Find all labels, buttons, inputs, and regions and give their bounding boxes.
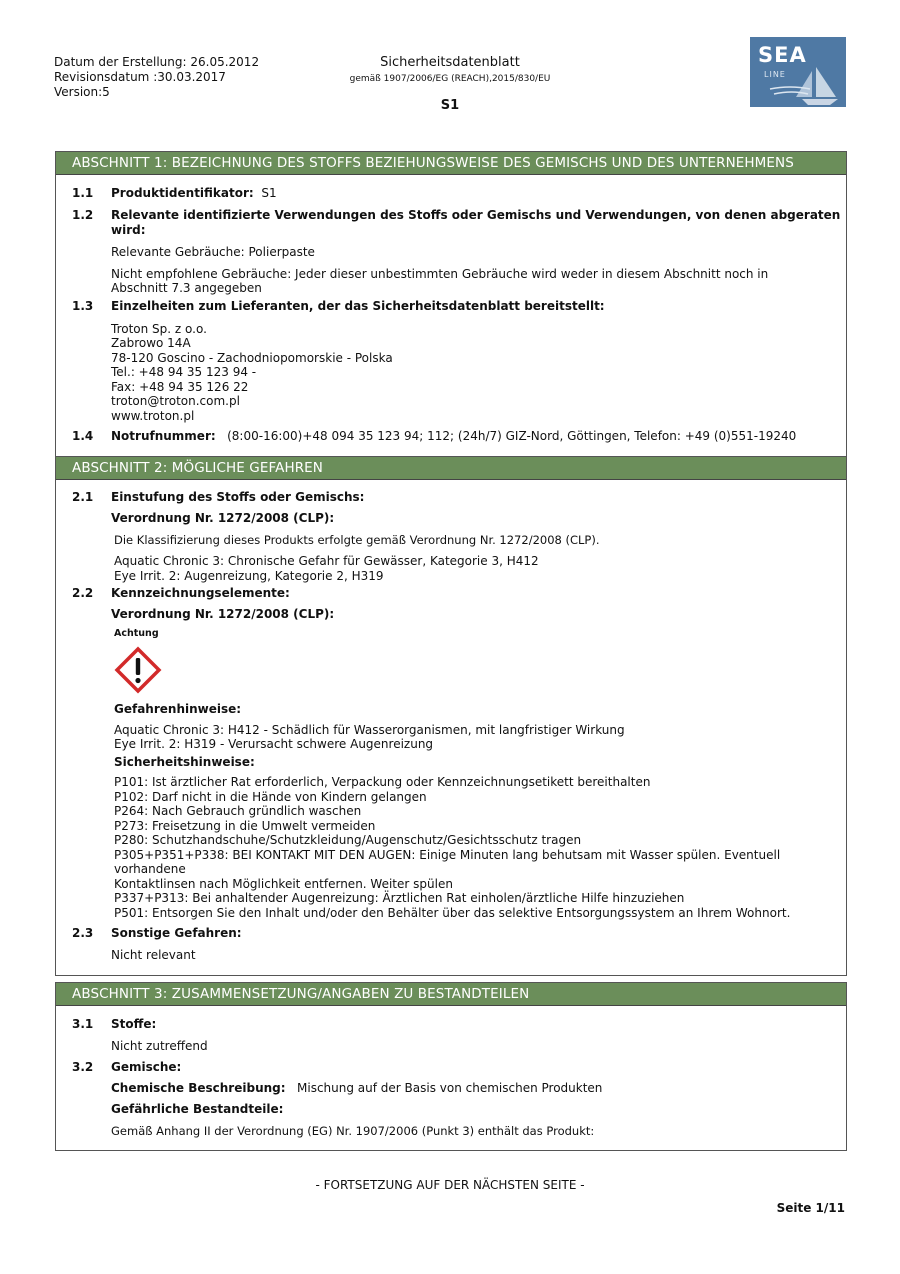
supplier-line: 78-120 Goscino - Zachodniopomorskie - Polska xyxy=(111,350,393,365)
item-number: 1.1 xyxy=(72,186,94,200)
signal-word: Achtung xyxy=(114,627,159,639)
supplier-line: Zabrowo 14A xyxy=(111,336,191,350)
item-label: Stoffe: xyxy=(111,1017,157,1031)
regulation-label: Verordnung Nr. 1272/2008 (CLP): xyxy=(111,511,335,525)
item-label: Relevante identifizierte Verwendungen des Stoffs oder Gemischs und Verwendungen, von denen abgeraten wird: xyxy=(111,208,841,237)
classification-text: Die Klassifizierung dieses Produkts erfolgte gemäß Verordnung Nr. 1272/2008 (CLP). xyxy=(114,532,600,547)
chemical-description-value: Mischung auf der Basis von chemischen Produkten xyxy=(297,1080,603,1095)
company-logo xyxy=(750,37,846,107)
precautionary-statement: P102: Darf nicht in die Hände von Kindern gelangen xyxy=(114,789,427,804)
item-1-3 xyxy=(56,299,846,314)
other-hazards-value: Nicht relevant xyxy=(111,948,196,962)
item-number: 3.2 xyxy=(72,1059,94,1074)
classification-item: Eye Irrit. 2: Augenreizung, Kategorie 2, H319 xyxy=(114,568,384,583)
precautionary-statement: P305+P351+P338: BEI KONTAKT MIT DEN AUGEN: Einige Minuten lang behutsam mit Wasser spülen. Eventuell vorhandene xyxy=(114,847,781,876)
section-2 xyxy=(55,456,847,976)
precautionary-statement: P337+P313: Bei anhaltender Augenreizung: Ärztlichen Rat einholen/ärztliche Hilfe hinzuziehen xyxy=(114,891,685,905)
precautionary-statement: P501: Entsorgen Sie den Inhalt und/oder den Behälter über das selektive Entsorgungssystem an Ihrem Wohnort. xyxy=(114,905,791,920)
item-label: Gemische: xyxy=(111,1059,182,1074)
product-name: S1 xyxy=(440,98,460,113)
hazardous-components-label: Gefährliche Bestandteile: xyxy=(111,1102,284,1116)
section-2-heading: ABSCHNITT 2: MÖGLICHE GEFAHREN xyxy=(56,456,846,480)
item-number: 2.3 xyxy=(72,926,94,940)
supplier-line: Troton Sp. z o.o. xyxy=(111,321,207,336)
precautionary-statement: P273: Freisetzung in die Umwelt vermeiden xyxy=(114,818,376,833)
precautionary-statements xyxy=(114,775,846,920)
item-number: 1.3 xyxy=(72,298,94,313)
item-1-4 xyxy=(56,429,846,444)
document-dates xyxy=(54,55,259,100)
supplier-website[interactable]: www.troton.pl xyxy=(111,408,195,423)
precautionary-statements-heading: Sicherheitshinweise: xyxy=(114,754,255,769)
document-title-block xyxy=(300,55,600,113)
supplier-address xyxy=(111,322,846,424)
item-label: Einstufung des Stoffs oder Gemischs: xyxy=(111,490,365,504)
item-label: Kennzeichnungselemente: xyxy=(111,586,290,600)
logo-subtext: LINE xyxy=(764,70,786,79)
page-number: Seite 1/11 xyxy=(776,1201,845,1215)
revision-date: Revisionsdatum :30.03.2017 xyxy=(54,70,226,84)
classification-list xyxy=(114,554,846,583)
section-3 xyxy=(55,982,847,1151)
product-identifier: S1 xyxy=(261,186,277,200)
version: Version:5 xyxy=(54,85,110,99)
item-1-2 xyxy=(56,208,846,238)
chemical-description xyxy=(111,1081,846,1096)
item-number: 3.1 xyxy=(72,1017,94,1031)
item-label: Sonstige Gefahren: xyxy=(111,926,242,940)
precautionary-statement: Kontaktlinsen nach Möglichkeit entfernen. Weiter spülen xyxy=(114,876,453,891)
creation-date: Datum der Erstellung: 26.05.2012 xyxy=(54,55,260,69)
document-title: Sicherheitsdatenblatt xyxy=(380,55,520,70)
item-label: Produktidentifikator: xyxy=(111,186,254,200)
section-1-heading: ABSCHNITT 1: BEZEICHNUNG DES STOFFS BEZIEHUNGSWEISE DES GEMISCHS UND DES UNTERNEHMENS xyxy=(56,151,846,175)
item-number: 1.4 xyxy=(72,429,94,443)
section-1 xyxy=(55,151,847,457)
precautionary-statement: P280: Schutzhandschuhe/Schutzkleidung/Augenschutz/Gesichtsschutz tragen xyxy=(114,833,582,847)
precautionary-statement: P101: Ist ärztlicher Rat erforderlich, Verpackung oder Kennzeichnungsetikett bereithalten xyxy=(114,775,651,789)
item-3-1 xyxy=(56,1017,846,1032)
item-3-2 xyxy=(56,1060,846,1075)
item-number: 2.1 xyxy=(72,490,94,504)
exclamation-hazard-icon xyxy=(114,646,162,694)
regulation-label: Verordnung Nr. 1272/2008 (CLP): xyxy=(111,607,335,621)
hazard-statements xyxy=(114,723,846,752)
item-2-1 xyxy=(56,490,846,505)
chemical-description-label: Chemische Beschreibung: xyxy=(111,1080,286,1095)
hazard-statements-heading: Gefahrenhinweise: xyxy=(114,702,242,716)
supplier-fax: Fax: +48 94 35 126 22 xyxy=(111,379,249,394)
item-number: 2.2 xyxy=(72,586,94,600)
supplier-phone: Tel.: +48 94 35 123 94 - xyxy=(111,365,257,379)
classification-item: Aquatic Chronic 3: Chronische Gefahr für Gewässer, Kategorie 3, H412 xyxy=(114,554,539,568)
emergency-number: (8:00-16:00)+48 094 35 123 94; 112; (24h/7) GIZ-Nord, Göttingen, Telefon: +49 (0)551-19240 xyxy=(227,429,797,443)
item-label: Notrufnummer: xyxy=(111,429,216,443)
supplier-email[interactable]: troton@troton.com.pl xyxy=(111,394,240,408)
section-3-heading: ABSCHNITT 3: ZUSAMMENSETZUNG/ANGABEN ZU BESTANDTEILEN xyxy=(56,982,846,1006)
relevant-uses: Relevante Gebräuche: Polierpaste xyxy=(111,245,315,259)
hazard-statement: Eye Irrit. 2: H319 - Verursacht schwere Augenreizung xyxy=(114,737,434,751)
item-2-3 xyxy=(56,926,846,941)
item-1-1 xyxy=(56,186,846,201)
continued-notice: - FORTSETZUNG AUF DER NÄCHSTEN SEITE - xyxy=(315,1178,585,1192)
regulation-subtitle: gemäß 1907/2006/EG (REACH),2015/830/EU xyxy=(349,74,551,84)
item-2-2 xyxy=(56,586,846,601)
item-label: Einzelheiten zum Lieferanten, der das Sicherheitsdatenblatt bereitstellt: xyxy=(111,298,605,313)
substances-value: Nicht zutreffend xyxy=(111,1039,208,1053)
hazard-statement: Aquatic Chronic 3: H412 - Schädlich für Wasserorganismen, mit langfristiger Wirkung xyxy=(114,722,625,737)
precautionary-statement: P264: Nach Gebrauch gründlich waschen xyxy=(114,804,362,818)
not-recommended-uses: Nicht empfohlene Gebräuche: Jeder dieser unbestimmten Gebräuche wird weder in diesem Abschnitt noch in Abschnitt 7.3 angegeben xyxy=(111,266,769,295)
hazardous-components-text: Gemäß Anhang II der Verordnung (EG) Nr. 1907/2006 (Punkt 3) enthält das Produkt: xyxy=(111,1123,595,1138)
logo-wordmark: SEA xyxy=(758,43,807,67)
item-number: 1.2 xyxy=(72,208,94,222)
